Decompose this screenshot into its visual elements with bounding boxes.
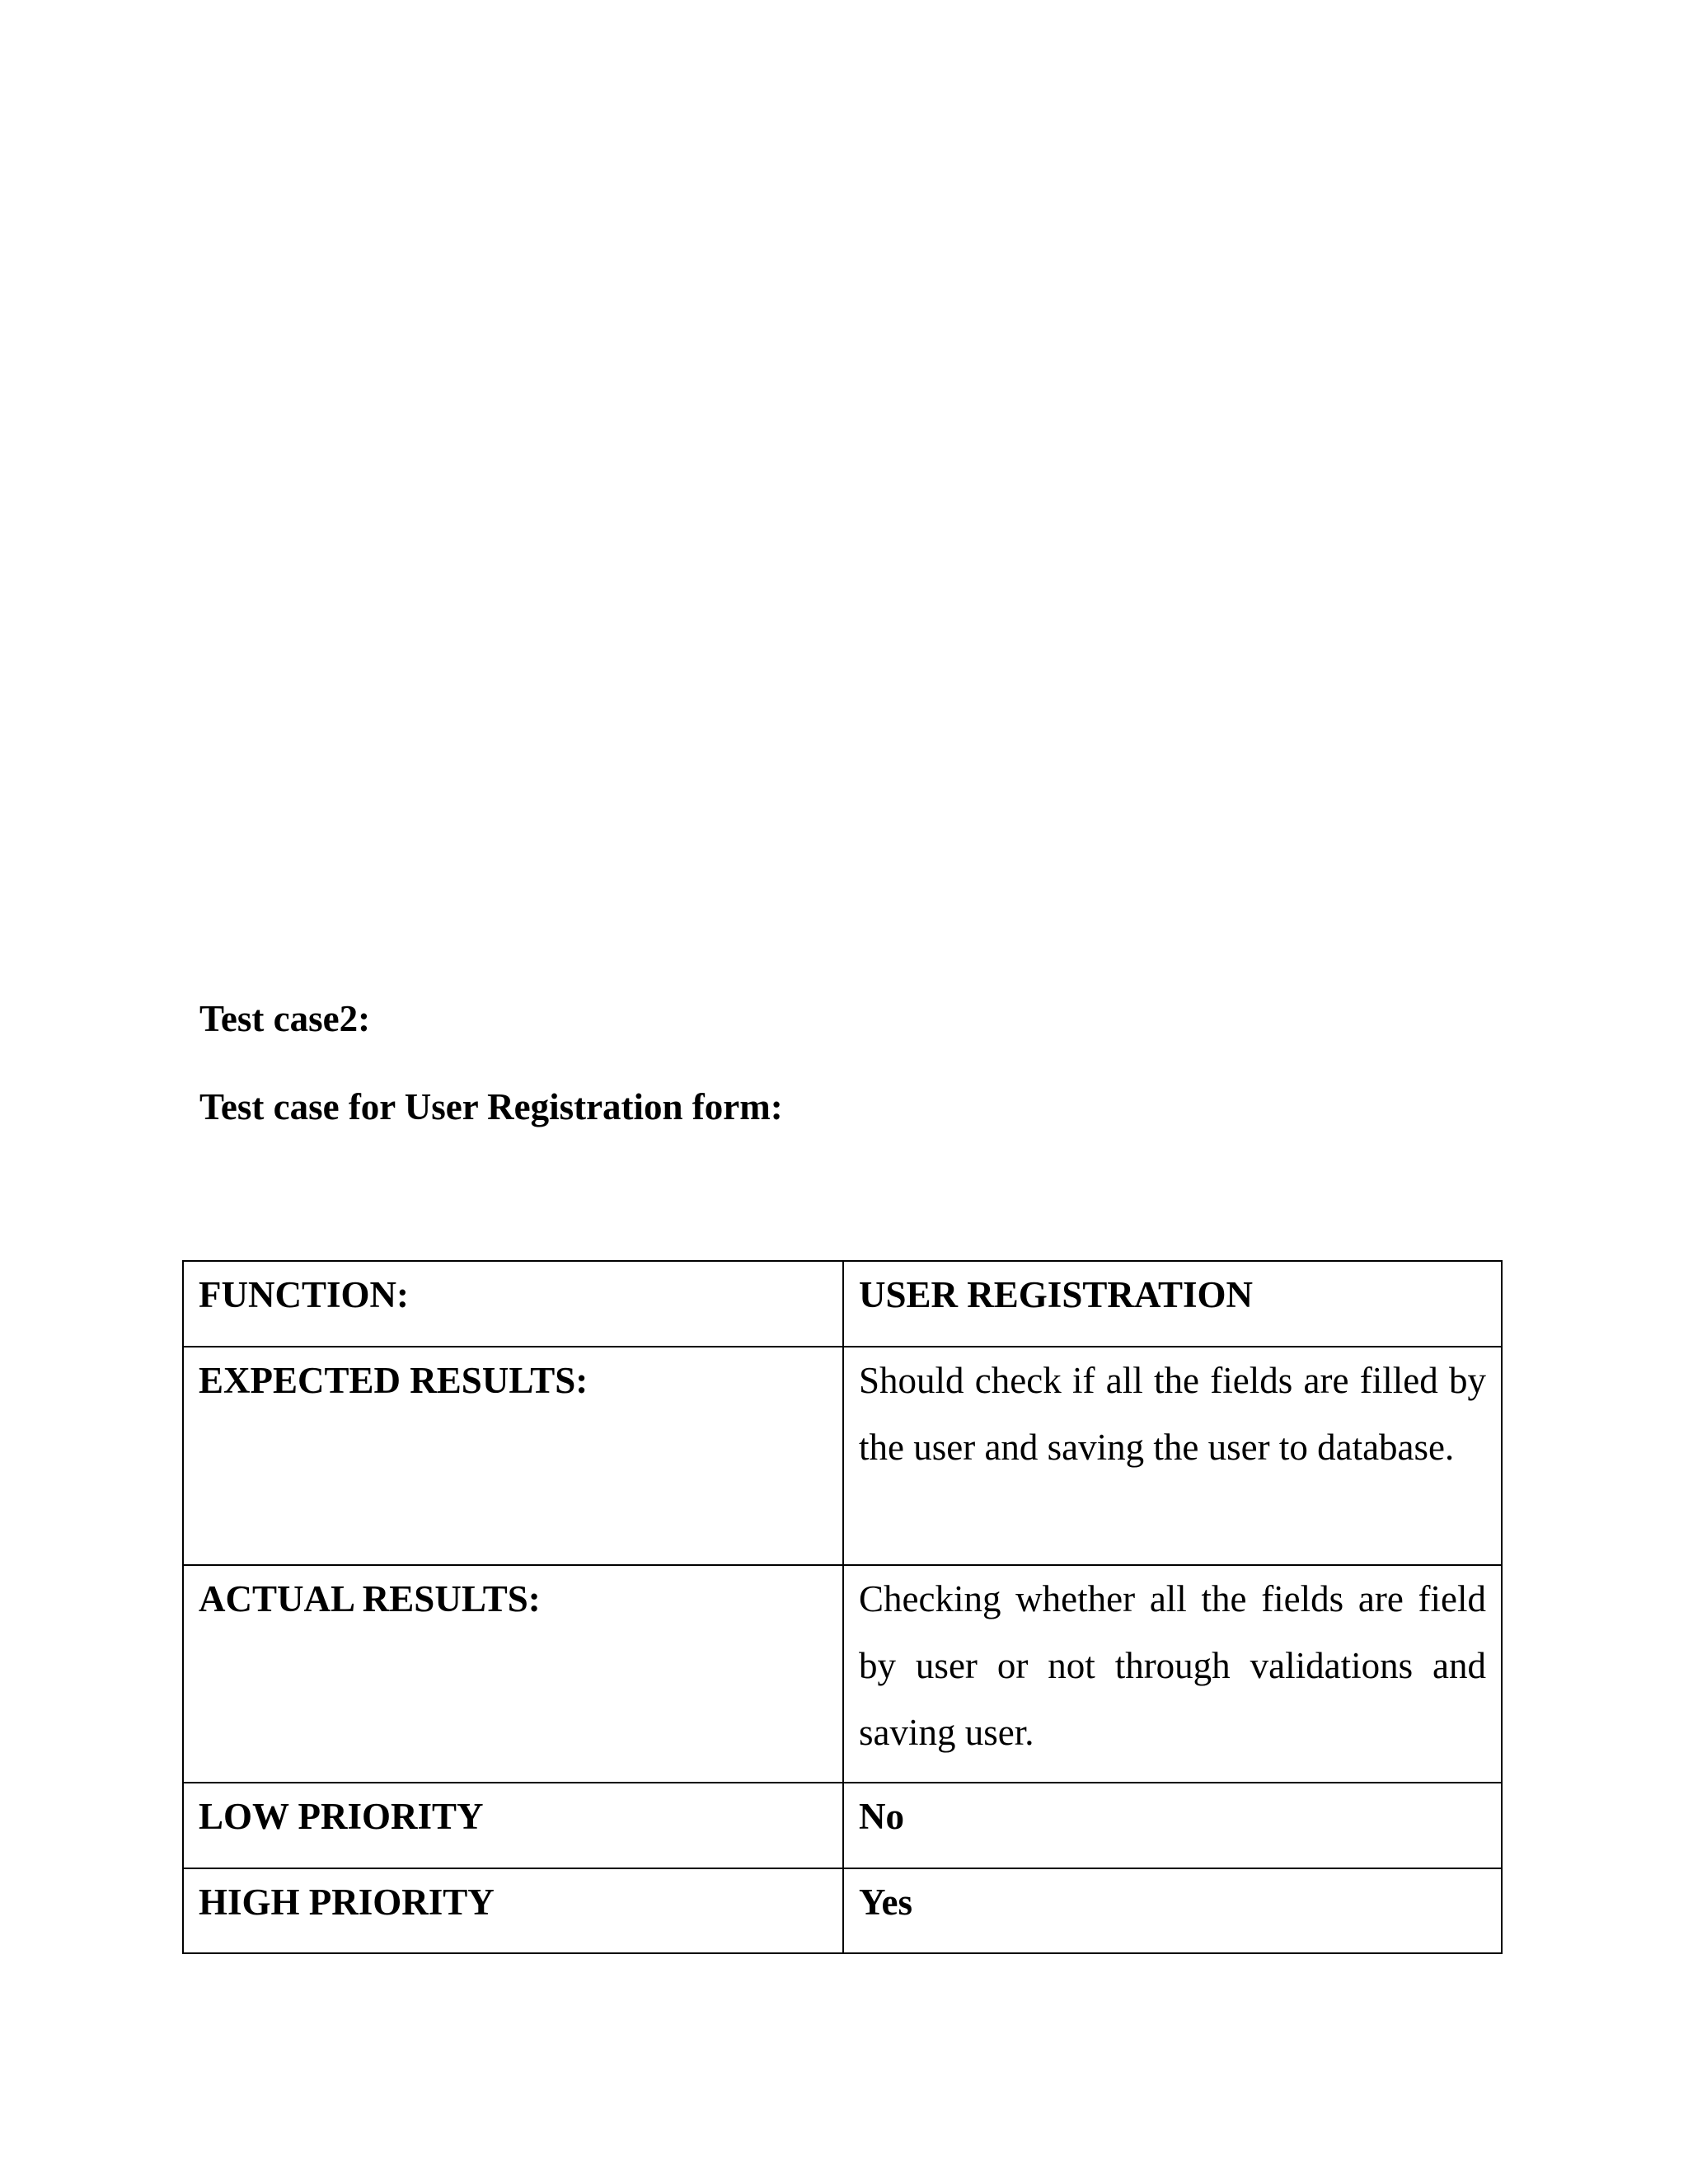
table-row — [183, 1347, 1502, 1565]
row-label-expected-results: EXPECTED RESULTS: — [183, 1347, 843, 1565]
row-label-function: FUNCTION: — [183, 1261, 843, 1347]
row-value-high-priority: Yes — [843, 1868, 1502, 1953]
row-value-actual-results: Checking whether all the fields are field by user or not through validations and saving user. — [843, 1565, 1502, 1783]
test-case-subtitle: Test case for User Registration form: — [199, 1086, 783, 1127]
table-row — [183, 1261, 1502, 1347]
row-label-actual-results: ACTUAL RESULTS: — [183, 1565, 843, 1783]
row-value-low-priority: No — [843, 1783, 1502, 1868]
row-value-expected-results: Should check if all the fields are filled by the user and saving the user to database. — [843, 1347, 1502, 1565]
table-row — [183, 1868, 1502, 1953]
test-case-title: Test case2: — [199, 998, 371, 1039]
table-row — [183, 1565, 1502, 1783]
row-value-function: USER REGISTRATION — [843, 1261, 1502, 1347]
row-label-high-priority: HIGH PRIORITY — [183, 1868, 843, 1953]
table-row — [183, 1783, 1502, 1868]
row-label-low-priority: LOW PRIORITY — [183, 1783, 843, 1868]
test-case-table — [182, 1260, 1503, 1954]
